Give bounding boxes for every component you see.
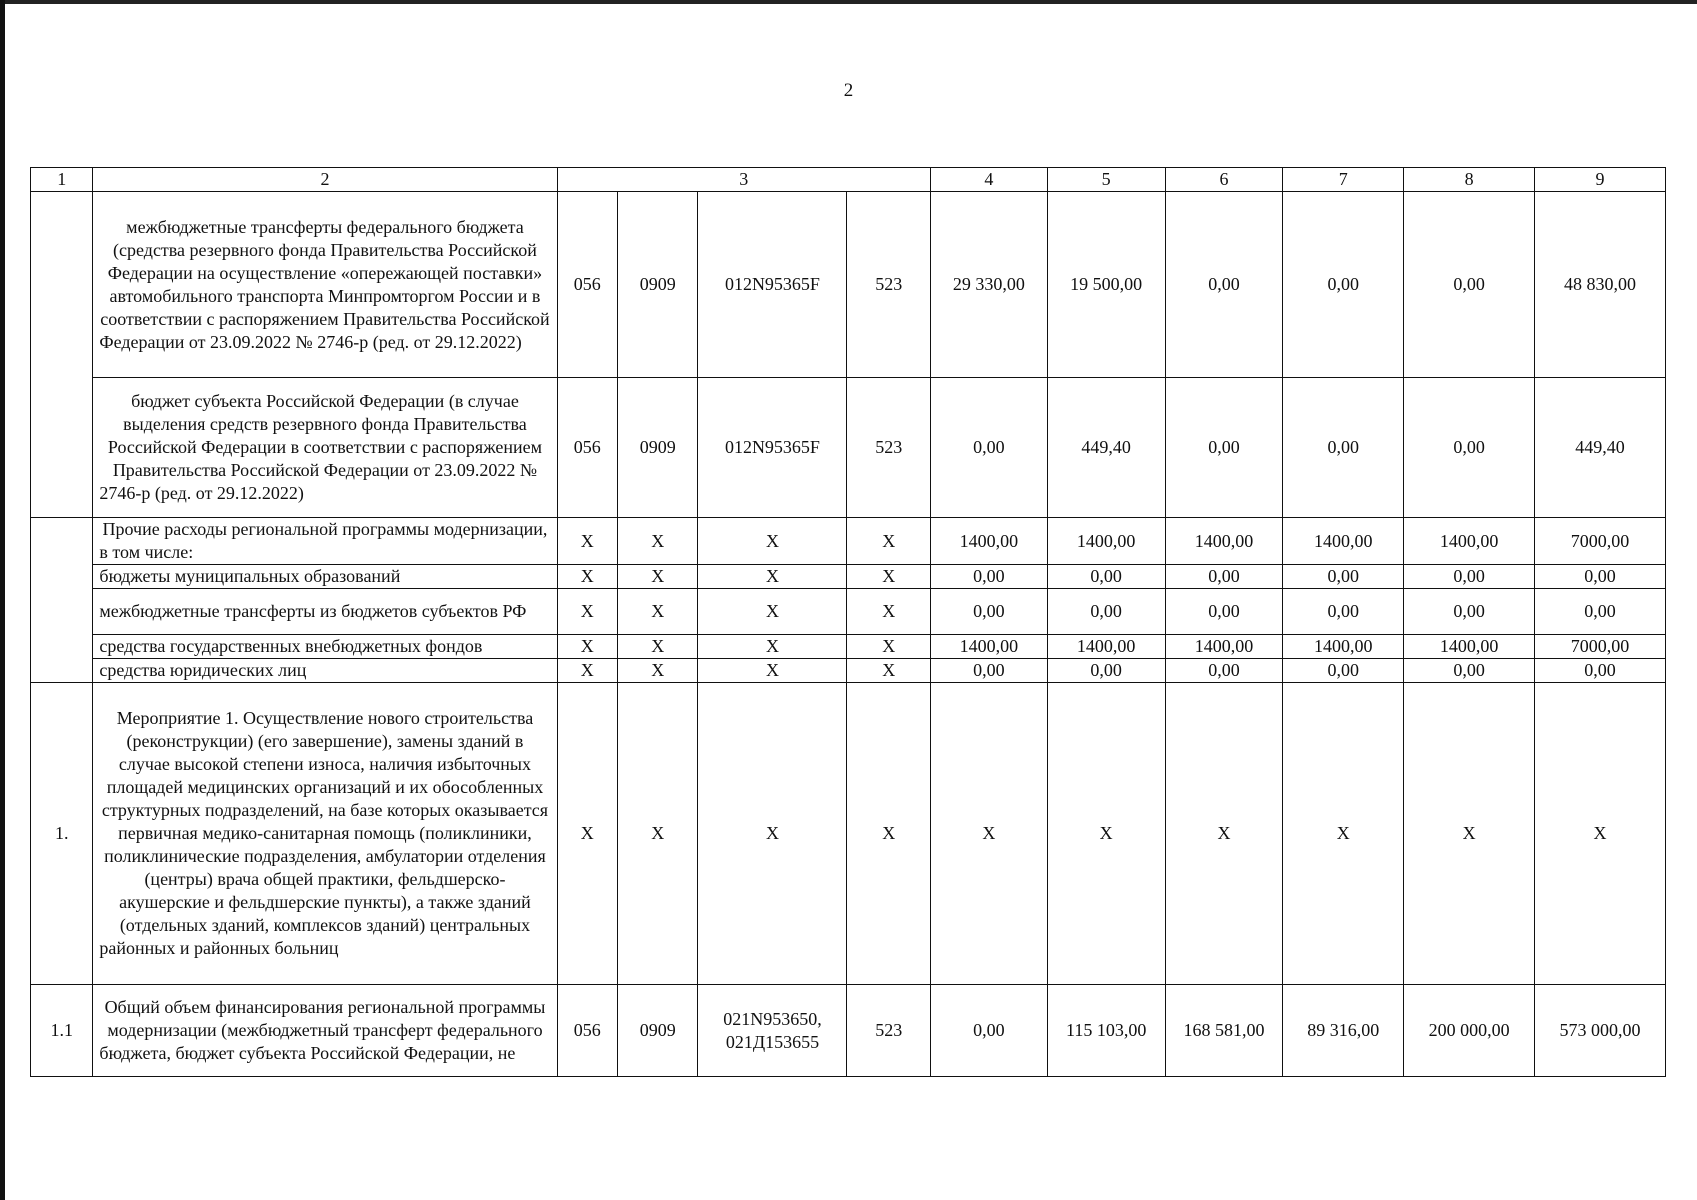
value-cell: 0,00	[1535, 565, 1666, 589]
code-cell: X	[847, 683, 931, 985]
table-row	[31, 635, 1666, 659]
value-cell: 0,00	[1047, 589, 1165, 635]
code-cell: 012N95365F	[698, 378, 847, 518]
row-description: средства государственных внебюджетных фондов	[93, 635, 557, 659]
code-cell: X	[557, 659, 617, 683]
code-cell: 012N95365F	[698, 192, 847, 378]
value-cell: 1400,00	[1404, 518, 1535, 565]
code-cell: X	[557, 518, 617, 565]
value-cell: 0,00	[1165, 589, 1283, 635]
value-cell: 0,00	[1404, 378, 1535, 518]
value-cell: 115 103,00	[1047, 985, 1165, 1077]
code-cell: 056	[557, 985, 617, 1077]
code-cell: X	[557, 565, 617, 589]
table-row	[31, 378, 1666, 518]
value-cell: 7000,00	[1535, 518, 1666, 565]
header-cell: 3	[557, 168, 930, 192]
table-row	[31, 565, 1666, 589]
value-cell: 1400,00	[1165, 635, 1283, 659]
value-cell: 200 000,00	[1404, 985, 1535, 1077]
code-cell: X	[617, 635, 698, 659]
row-number-cell: 1.	[31, 683, 93, 985]
header-cell: 2	[93, 168, 557, 192]
value-cell: 0,00	[1535, 589, 1666, 635]
value-cell: 1400,00	[1283, 635, 1404, 659]
value-cell: 0,00	[1165, 378, 1283, 518]
value-cell: 0,00	[1165, 659, 1283, 683]
value-cell: 0,00	[1283, 659, 1404, 683]
header-cell: 7	[1283, 168, 1404, 192]
code-cell: X	[617, 659, 698, 683]
code-cell: X	[847, 589, 931, 635]
code-cell: 523	[847, 378, 931, 518]
value-cell: 0,00	[1404, 659, 1535, 683]
row-description: Мероприятие 1. Осуществление нового строительства (реконструкции) (его завершение), замены зданий в случае высокой степени износа, наличия избыточных площадей медицинских организаций и их обособленных структурных подразделений, на базе которых оказывается первичная медико-санитарная помощь (поликлиники, поликлинические подразделения, амбулатории отделения (центры) врача общей практики, фельдшерско-акушерские и фельдшерские пункты), а также зданий (отдельных зданий, комплексов зданий) центральных районных и районных больниц	[93, 683, 557, 985]
value-cell: 573 000,00	[1535, 985, 1666, 1077]
code-cell: 523	[847, 985, 931, 1077]
value-cell: 0,00	[1404, 565, 1535, 589]
code-cell: X	[698, 589, 847, 635]
value-cell: 0,00	[931, 985, 1048, 1077]
code-cell: 021N953650, 021Д153655	[698, 985, 847, 1077]
value-cell: 0,00	[1283, 192, 1404, 378]
table-row	[31, 683, 1666, 985]
code-cell: 056	[557, 378, 617, 518]
table-row	[31, 518, 1666, 565]
value-cell: 0,00	[1535, 659, 1666, 683]
value-cell: 0,00	[931, 565, 1048, 589]
value-cell: 0,00	[1404, 192, 1535, 378]
code-cell: 523	[847, 192, 931, 378]
header-cell: 8	[1404, 168, 1535, 192]
code-cell: 0909	[617, 985, 698, 1077]
value-cell: 0,00	[931, 659, 1048, 683]
header-cell: 4	[931, 168, 1048, 192]
code-cell: X	[557, 589, 617, 635]
row-description: Прочие расходы региональной программы модернизации, в том числе:	[93, 518, 557, 565]
value-cell: 0,00	[1283, 565, 1404, 589]
row-number-cell: 1.1	[31, 985, 93, 1077]
value-cell: 0,00	[1047, 565, 1165, 589]
value-cell: 0,00	[1283, 589, 1404, 635]
value-cell: X	[931, 683, 1048, 985]
code-cell: 0909	[617, 378, 698, 518]
code-cell: X	[847, 518, 931, 565]
table-header-row	[31, 168, 1666, 192]
code-cell: 0909	[617, 192, 698, 378]
value-cell: 0,00	[1165, 192, 1283, 378]
page-left-edge	[0, 0, 5, 1200]
value-cell: 0,00	[931, 378, 1048, 518]
value-cell: 1400,00	[931, 518, 1048, 565]
value-cell: 1400,00	[1047, 635, 1165, 659]
value-cell: 48 830,00	[1535, 192, 1666, 378]
code-cell: X	[698, 683, 847, 985]
header-cell: 6	[1165, 168, 1283, 192]
table-row	[31, 659, 1666, 683]
code-cell: X	[617, 683, 698, 985]
value-cell: 449,40	[1047, 378, 1165, 518]
row-description: межбюджетные трансферты из бюджетов субъектов РФ	[93, 589, 557, 635]
row-description: Общий объем финансирования региональной программы модернизации (межбюджетный трансферт федерального бюджета, бюджет субъекта Российской Федерации, не	[93, 985, 557, 1077]
header-cell: 1	[31, 168, 93, 192]
value-cell: X	[1404, 683, 1535, 985]
code-cell: X	[847, 635, 931, 659]
code-cell: X	[557, 683, 617, 985]
budget-table	[30, 167, 1666, 1077]
value-cell: X	[1047, 683, 1165, 985]
value-cell: 0,00	[1165, 565, 1283, 589]
value-cell: 1400,00	[1283, 518, 1404, 565]
page-number: 2	[843, 80, 854, 101]
value-cell: X	[1283, 683, 1404, 985]
code-cell: X	[617, 518, 698, 565]
value-cell: 0,00	[931, 589, 1048, 635]
value-cell: 19 500,00	[1047, 192, 1165, 378]
value-cell: 0,00	[1047, 659, 1165, 683]
table-row	[31, 192, 1666, 378]
value-cell: 7000,00	[1535, 635, 1666, 659]
code-cell: X	[698, 635, 847, 659]
value-cell: 1400,00	[931, 635, 1048, 659]
value-cell: 0,00	[1283, 378, 1404, 518]
table-row	[31, 589, 1666, 635]
code-cell: X	[617, 589, 698, 635]
code-cell: X	[847, 565, 931, 589]
row-number-cell	[31, 192, 93, 518]
code-cell: 056	[557, 192, 617, 378]
header-cell: 9	[1535, 168, 1666, 192]
page-top-edge	[0, 0, 1697, 4]
value-cell: 168 581,00	[1165, 985, 1283, 1077]
code-cell: X	[698, 518, 847, 565]
value-cell: 1400,00	[1047, 518, 1165, 565]
code-cell: X	[698, 659, 847, 683]
row-description: межбюджетные трансферты федерального бюджета (средства резервного фонда Правительства Российской Федерации на осуществление «опережающей поставки» автомобильного транспорта Минпромторгом России и в соответствии с распоряжением Правительства Российской Федерации от 23.09.2022 № 2746-р (ред. от 29.12.2022)	[93, 192, 557, 378]
value-cell: 0,00	[1404, 589, 1535, 635]
row-description: средства юридических лиц	[93, 659, 557, 683]
row-description: бюджеты муниципальных образований	[93, 565, 557, 589]
table-row	[31, 985, 1666, 1077]
code-cell: X	[617, 565, 698, 589]
code-cell: X	[847, 659, 931, 683]
value-cell: 1400,00	[1404, 635, 1535, 659]
row-description: бюджет субъекта Российской Федерации (в случае выделения средств резервного фонда Правительства Российской Федерации в соответствии с распоряжением Правительства Российской Федерации от 23.09.2022 № 2746-р (ред. от 29.12.2022)	[93, 378, 557, 518]
value-cell: X	[1165, 683, 1283, 985]
header-cell: 5	[1047, 168, 1165, 192]
code-cell: X	[557, 635, 617, 659]
value-cell: 449,40	[1535, 378, 1666, 518]
value-cell: 29 330,00	[931, 192, 1048, 378]
code-cell: X	[698, 565, 847, 589]
value-cell: 89 316,00	[1283, 985, 1404, 1077]
row-number-cell	[31, 518, 93, 683]
value-cell: 1400,00	[1165, 518, 1283, 565]
value-cell: X	[1535, 683, 1666, 985]
